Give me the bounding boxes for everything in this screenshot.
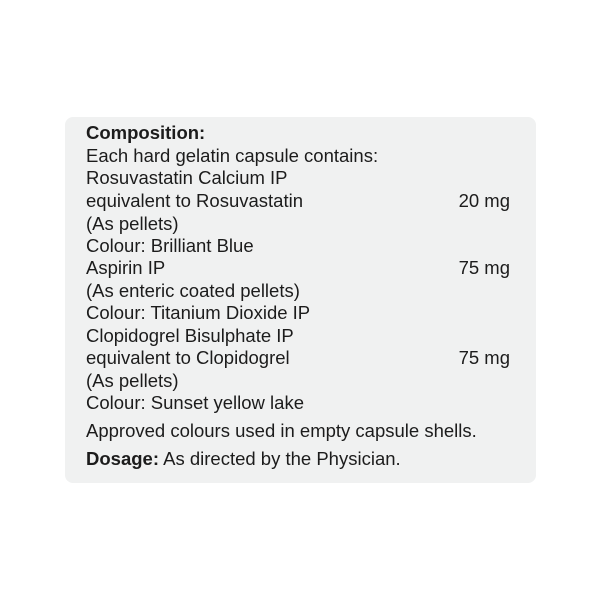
capsule-shell-note: Approved colours used in empty capsule shells.	[86, 420, 477, 441]
ingredient-equivalent: equivalent to Clopidogrel	[86, 347, 290, 368]
ingredient-name: Aspirin IP	[86, 257, 166, 278]
dosage-text: As directed by the Physician.	[159, 448, 401, 469]
ingredient-colour: Colour: Titanium Dioxide IP	[86, 302, 311, 323]
ingredient-colour: Colour: Sunset yellow lake	[86, 392, 304, 413]
ingredient-form: (As enteric coated pellets)	[86, 280, 300, 301]
ingredient-dose: 75 mg	[458, 257, 510, 278]
dosage-label: Dosage:	[86, 448, 159, 469]
ingredient-colour: Colour: Brilliant Blue	[86, 235, 254, 256]
dosage-line	[86, 448, 401, 470]
ingredient-form: (As pellets)	[86, 213, 179, 234]
ingredient-name: Clopidogrel Bisulphate IP	[86, 325, 294, 346]
ingredient-form: (As pellets)	[86, 370, 179, 391]
ingredient-dose: 75 mg	[458, 347, 510, 368]
composition-intro: Each hard gelatin capsule contains:	[86, 145, 379, 166]
ingredient-dose: 20 mg	[458, 190, 510, 211]
ingredient-name: Rosuvastatin Calcium IP	[86, 167, 288, 188]
ingredient-equivalent: equivalent to Rosuvastatin	[86, 190, 303, 211]
composition-heading: Composition:	[86, 122, 206, 143]
